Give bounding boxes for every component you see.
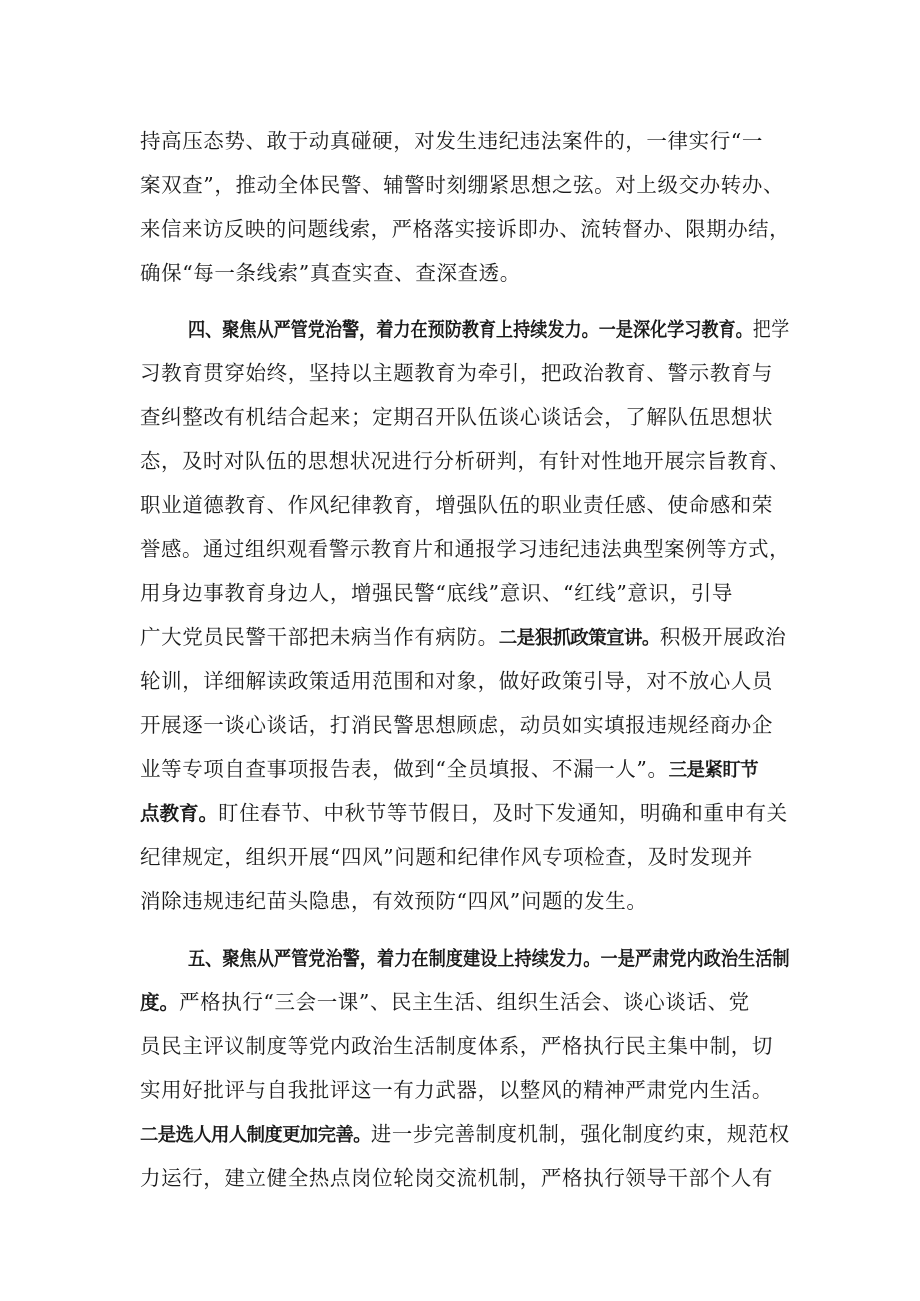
text-run: 广大党员民警干部把未病当作有病防。: [140, 625, 499, 649]
text-run: 业等专项自查事项报告表，做到“全员填报、不漏一人”。: [140, 757, 669, 781]
text-line: 习教育贯穿始终，坚持以主题教育为牵引，把政治教育、警示教育与: [140, 361, 773, 385]
subsection-title: 三是紧盯节: [668, 760, 759, 781]
paragraph-4-first-line: [188, 312, 790, 346]
section-4-heading: 四、聚焦从严管党治警，着力在预防教育上持续发力。: [188, 318, 599, 341]
text-line: 态，及时对队伍的思想状况进行分析研判，有针对性地开展宗旨教育、: [140, 449, 791, 473]
text-run: 把学: [752, 317, 790, 341]
text-line: [140, 796, 790, 830]
text-line: 员民主评议制度等党内政治生活制度体系，严格执行民主集中制，切: [140, 1034, 773, 1058]
text-line: 誉感。通过组织观看警示教育片和通报学习违纪违法典型案例等方式，: [140, 537, 791, 561]
text-line: 纪律规定，组织开展“四风”问题和纪律作风专项检查，及时发现并: [140, 845, 753, 869]
text-run: 积极开展政治: [659, 625, 787, 649]
text-line: 轮训，详细解读政策适用范围和对象，做好政策引导，对不放心人员: [140, 669, 773, 693]
subsection-title: 点教育。: [140, 802, 219, 825]
subsection-title: 二是选人用人制度更加完善。: [140, 1125, 371, 1146]
text-line: [140, 1117, 790, 1151]
text-line: 持高压态势、敢于动真碰硬，对发生违纪违法案件的，一律实行“一: [140, 129, 763, 153]
subsection-title: 一是深化学习教育。: [598, 318, 753, 341]
subsection-title: 一是严肃党内政治生活制: [600, 947, 790, 970]
text-line: 职业道德教育、作风纪律教育，增强队伍的职业责任感、使命感和荣: [140, 493, 773, 517]
text-line: [140, 752, 790, 786]
text-line: 消除违规违纪苗头隐患，有效预防“四风”问题的发生。: [140, 889, 648, 913]
text-run: 进一步完善制度机制，强化制度约束，规范权: [370, 1122, 790, 1146]
text-line: 查纠整改有机结合起来；定期召开队伍谈心谈话会，了解队伍思想状: [140, 405, 773, 429]
text-line: 案双查”，推动全体民警、辅警时刻绷紧思想之弦。对上级交办转办、: [140, 173, 785, 197]
text-run: 严格执行“三会一课”、民主生活、组织生活会、谈心谈话、党: [179, 990, 750, 1014]
text-line: 开展逐一谈心谈话，打消民警思想顾虑，动员如实填报违规经商办企: [140, 713, 773, 737]
text-line: 用身边事教育身边人，增强民警“底线”意识、“红线”意识，引导: [140, 581, 733, 605]
subsection-title: 度。: [140, 991, 180, 1014]
text-line: 确保“每一条线索”真查实查、查深查透。: [140, 261, 521, 285]
text-line: 实用好批评与自我批评这一有力武器，以整风的精神严肃党内生活。: [140, 1078, 773, 1102]
text-run: 盯住春节、中秋节等节假日，及时下发通知，明确和重申有关: [218, 801, 788, 825]
text-line: [140, 620, 790, 654]
section-5-heading: 五、聚焦从严管党治警，着力在制度建设上持续发力。: [188, 947, 601, 970]
text-line: 力运行，建立健全热点岗位轮岗交流机制，严格执行领导干部个人有: [140, 1166, 773, 1190]
paragraph-5-first-line: [188, 941, 790, 975]
subsection-title: 二是狠抓政策宣讲。: [498, 628, 660, 649]
text-line: 来信来访反映的问题线索，严格落实接诉即办、流转督办、限期办结，: [140, 217, 791, 241]
text-line: [140, 985, 790, 1019]
